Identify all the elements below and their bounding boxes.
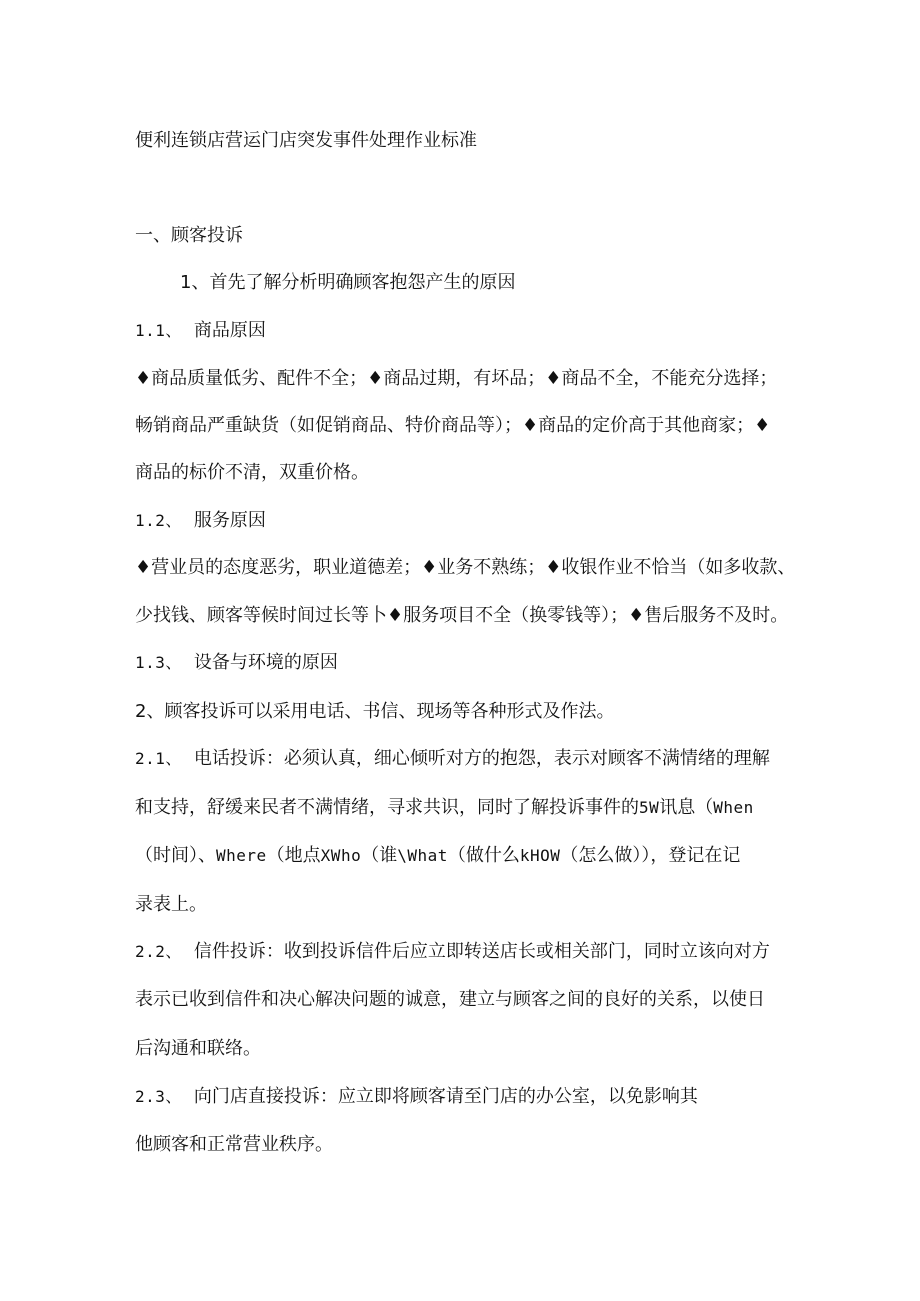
document-title: 便利连锁店营运门店突发事件处理作业标准 <box>135 130 477 151</box>
paragraph-2-1-line-2 <box>135 795 754 821</box>
paragraph-line: ♦营业员的态度恶劣，职业道德差；♦业务不熟练；♦收银作业不恰当（如多收款、 <box>135 557 796 578</box>
item-1-analyze-reasons: 1、首先了解分析明确顾客抱怨产生的原因 <box>180 272 516 293</box>
paragraph-text: When <box>713 798 754 817</box>
paragraph-line: 少找钱、顾客等候时间过长等卜♦服务项目不全（换零钱等）；♦售后服务不及时。 <box>135 605 789 626</box>
paragraph-text: 讯息（ <box>659 797 714 818</box>
subheading-label: 服务原因 <box>193 510 266 531</box>
paragraph-text: （做什么 <box>447 845 520 866</box>
item-2-complaint-forms: 2、顾客投诉可以采用电话、书信、现场等各种形式及作法。 <box>135 701 615 722</box>
subheading-1-3 <box>135 650 338 676</box>
paragraph-text: （谁 <box>361 845 398 866</box>
paragraph-text: ，登记在记 <box>650 845 741 866</box>
subheading-number: 1.1、 <box>135 321 182 340</box>
subheading-number: 2.3、 <box>135 1087 182 1106</box>
subheading-1-1 <box>135 318 266 344</box>
paragraph-line: 商品的标价不清，双重价格。 <box>135 462 369 483</box>
paragraph-line: ♦商品质量低劣、配件不全；♦商品过期，有坏品；♦商品不全，不能充分选择； <box>135 368 778 389</box>
paragraph-text: Where <box>216 846 267 865</box>
paragraph-line: 畅销商品严重缺货（如促销商品、特价商品等）；♦商品的定价高于其他商家；♦ <box>135 415 771 436</box>
paragraph-2-1-line-3 <box>135 843 740 869</box>
subheading-number: 2.1、 <box>135 749 182 768</box>
paragraph-text: （怎么做）） <box>560 845 651 866</box>
paragraph-2-3-line-1 <box>135 1084 698 1110</box>
subheading-1-2 <box>135 508 266 534</box>
paragraph-2-1-line-1 <box>135 746 770 772</box>
paragraph-text: 向门店直接投诉：应立即将顾客请至门店的办公室，以免影响其 <box>193 1086 698 1107</box>
paragraph-2-3-line-2: 他顾客和正常营业秩序。 <box>135 1134 333 1155</box>
paragraph-text: 电话投诉：必须认真，细心倾听对方的抱怨，表示对顾客不满情绪的理解 <box>193 748 770 769</box>
paragraph-text: （地点 <box>266 845 321 866</box>
paragraph-2-2-line-3: 后沟通和联络。 <box>135 1038 261 1059</box>
subheading-label: 设备与环境的原因 <box>193 652 338 673</box>
subheading-label: 商品原因 <box>193 320 266 341</box>
paragraph-text: 5W <box>639 798 660 817</box>
paragraph-text: XWho <box>320 846 362 865</box>
paragraph-text: \What <box>397 846 448 865</box>
subheading-number: 1.3、 <box>135 653 182 672</box>
paragraph-2-2-line-2: 表示已收到信件和决心解决问题的诚意，建立与顾客之间的良好的关系，以使日 <box>135 989 765 1010</box>
subheading-number: 1.2、 <box>135 511 182 530</box>
paragraph-text: （时间）、 <box>135 845 216 866</box>
subheading-number: 2.2、 <box>135 942 182 961</box>
section-heading-customer-complaints: 一、顾客投诉 <box>135 225 243 246</box>
paragraph-text: 和支持，舒缓来民者不满情绪，寻求共识，同时了解投诉事件的 <box>135 797 639 818</box>
paragraph-text: 信件投诉：收到投诉信件后应立即转送店长或相关部门，同时立该向对方 <box>193 941 770 962</box>
paragraph-2-1-line-4: 录表上。 <box>135 894 207 915</box>
paragraph-text: kHOW <box>519 846 561 865</box>
paragraph-2-2-line-1 <box>135 939 770 965</box>
